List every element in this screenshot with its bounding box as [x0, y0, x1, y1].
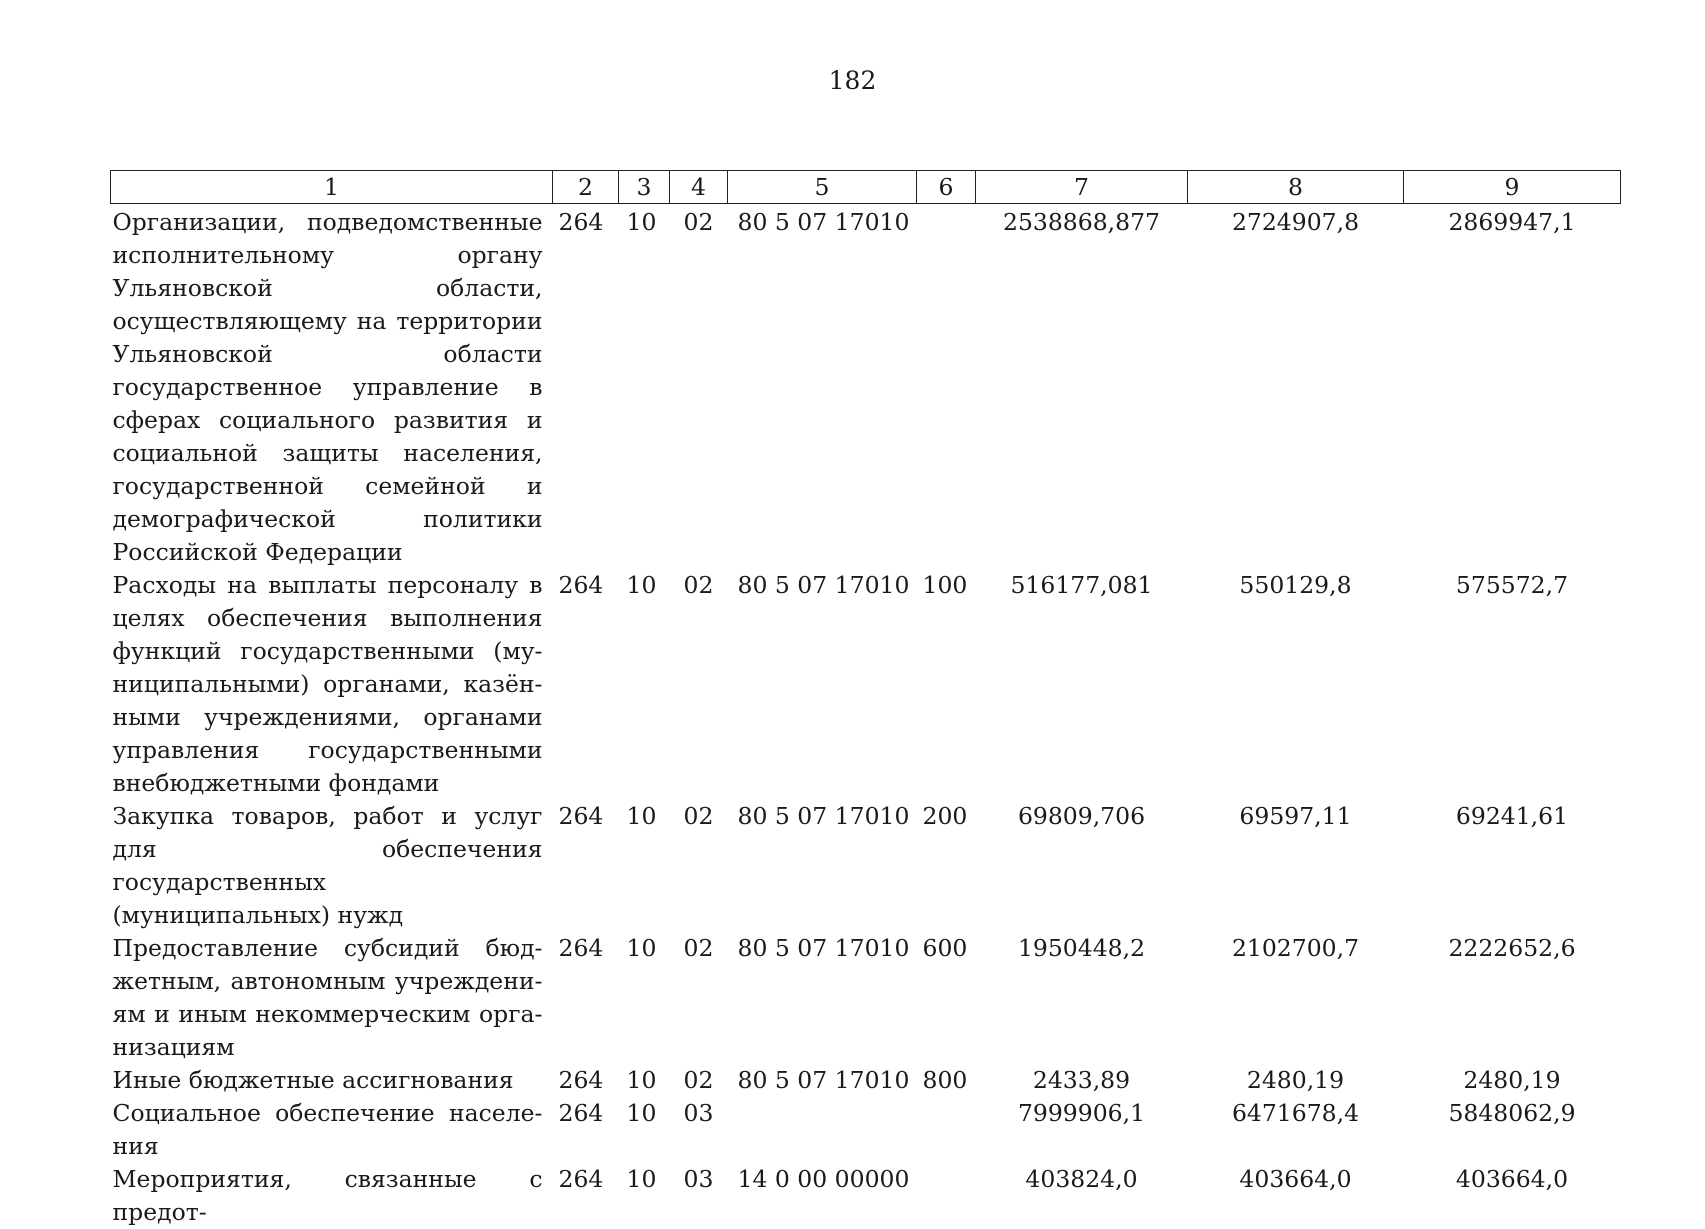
- table-row: [111, 1064, 1621, 1097]
- row-col-9: 575572,7: [1404, 569, 1621, 800]
- budget-table: [110, 170, 1621, 1229]
- table-row: [111, 800, 1621, 932]
- row-col-8: 550129,8: [1188, 569, 1404, 800]
- header-col-1: 1: [111, 171, 553, 204]
- row-col-8: 2724907,8: [1188, 204, 1404, 570]
- row-col-3: 10: [619, 932, 670, 1064]
- row-col-2: 264: [553, 1163, 619, 1229]
- header-col-5: 5: [728, 171, 917, 204]
- row-name: Предоставление субсидий бюджетным, автономным учреждениям и иным некоммерческим организациям: [111, 932, 553, 1064]
- row-col-4: 03: [670, 1163, 728, 1229]
- row-col-5: 80 5 07 17010: [728, 1064, 917, 1097]
- row-col-2: 264: [553, 204, 619, 570]
- row-col-7: 2538868,877: [976, 204, 1188, 570]
- row-col-4: 02: [670, 1064, 728, 1097]
- row-col-2: 264: [553, 932, 619, 1064]
- row-name: Иные бюджетные ассигнования: [111, 1064, 553, 1097]
- row-col-8: 403664,0: [1188, 1163, 1404, 1229]
- row-col-5: 80 5 07 17010: [728, 204, 917, 570]
- header-col-4: 4: [670, 171, 728, 204]
- header-row: [111, 171, 1621, 204]
- table-row: [111, 1097, 1621, 1163]
- row-col-8: 6471678,4: [1188, 1097, 1404, 1163]
- row-col-3: 10: [619, 1163, 670, 1229]
- table-header: [111, 171, 1621, 204]
- row-name: Мероприятия, связанные с предот-: [111, 1163, 553, 1229]
- row-col-6: 200: [917, 800, 976, 932]
- row-col-6: 600: [917, 932, 976, 1064]
- row-col-9: 2222652,6: [1404, 932, 1621, 1064]
- row-col-7: 69809,706: [976, 800, 1188, 932]
- row-col-8: 2480,19: [1188, 1064, 1404, 1097]
- page-number: 182: [0, 66, 1705, 95]
- header-col-7: 7: [976, 171, 1188, 204]
- row-name: Организации, подведомственные исполнительному органу Ульяновской области, осуществляющему на территории Ульяновской области государственное управление в сферах социального развития и социальной защиты населения, государственной семейной и демографической политики Российской Федерации: [111, 204, 553, 570]
- row-col-9: 5848062,9: [1404, 1097, 1621, 1163]
- row-col-6: 800: [917, 1064, 976, 1097]
- header-col-3: 3: [619, 171, 670, 204]
- row-col-3: 10: [619, 1097, 670, 1163]
- row-col-8: 2102700,7: [1188, 932, 1404, 1064]
- row-col-9: 2480,19: [1404, 1064, 1621, 1097]
- row-name: Закупка товаров, работ и услуг для обеспечения государственных (муниципальных) нужд: [111, 800, 553, 932]
- row-col-3: 10: [619, 569, 670, 800]
- row-col-6: [917, 1163, 976, 1229]
- row-col-4: 02: [670, 204, 728, 570]
- row-col-6: 100: [917, 569, 976, 800]
- row-col-5: 80 5 07 17010: [728, 569, 917, 800]
- table-row: [111, 204, 1621, 570]
- row-col-5: 80 5 07 17010: [728, 932, 917, 1064]
- row-col-3: 10: [619, 1064, 670, 1097]
- row-col-7: 2433,89: [976, 1064, 1188, 1097]
- row-col-4: 02: [670, 569, 728, 800]
- row-col-7: 1950448,2: [976, 932, 1188, 1064]
- row-col-2: 264: [553, 800, 619, 932]
- row-col-4: 02: [670, 800, 728, 932]
- row-col-9: 69241,61: [1404, 800, 1621, 932]
- row-name: Социальное обеспечение населения: [111, 1097, 553, 1163]
- row-col-5: [728, 1097, 917, 1163]
- row-col-2: 264: [553, 569, 619, 800]
- table-row: [111, 569, 1621, 800]
- header-col-9: 9: [1404, 171, 1621, 204]
- table-row: [111, 1163, 1621, 1229]
- row-col-2: 264: [553, 1097, 619, 1163]
- row-col-3: 10: [619, 204, 670, 570]
- row-name: Расходы на выплаты персоналу в целях обеспечения выполнения функций государственными (муниципальными) органами, казёнными учреждениями, органами управления государственными внебюджетными фондами: [111, 569, 553, 800]
- header-col-2: 2: [553, 171, 619, 204]
- row-col-2: 264: [553, 1064, 619, 1097]
- row-col-9: 2869947,1: [1404, 204, 1621, 570]
- row-col-6: [917, 1097, 976, 1163]
- row-col-7: 403824,0: [976, 1163, 1188, 1229]
- header-col-8: 8: [1188, 171, 1404, 204]
- header-col-6: 6: [917, 171, 976, 204]
- row-col-3: 10: [619, 800, 670, 932]
- table-body: [111, 204, 1621, 1229]
- row-col-4: 02: [670, 932, 728, 1064]
- row-col-6: [917, 204, 976, 570]
- row-col-5: 80 5 07 17010: [728, 800, 917, 932]
- row-col-8: 69597,11: [1188, 800, 1404, 932]
- row-col-4: 03: [670, 1097, 728, 1163]
- row-col-7: 7999906,1: [976, 1097, 1188, 1163]
- table-row: [111, 932, 1621, 1064]
- row-col-9: 403664,0: [1404, 1163, 1621, 1229]
- row-col-7: 516177,081: [976, 569, 1188, 800]
- row-col-5: 14 0 00 00000: [728, 1163, 917, 1229]
